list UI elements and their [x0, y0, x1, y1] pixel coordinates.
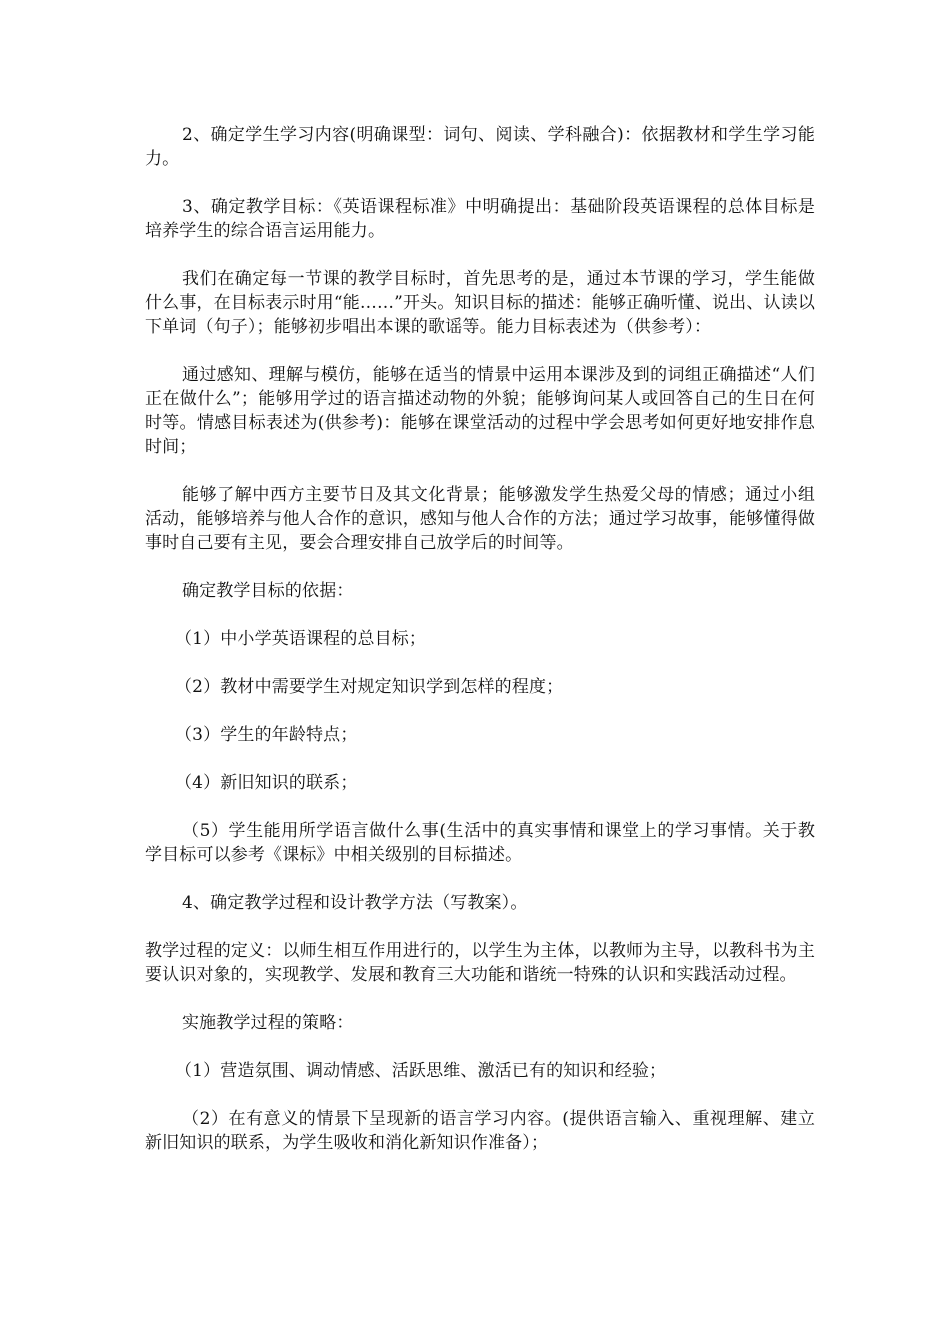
paragraph-step-3: 3、确定教学目标：《英语课程标准》中明确提出：基础阶段英语课程的总体目标是培养学生的综合语言运用能力。	[145, 197, 815, 241]
list-item-basis-5: （5）学生能用所学语言做什么事(生活中的真实事情和课堂上的学习事情。关于教学目标可以参考《课标》中相关级别的目标描述。	[145, 821, 815, 865]
paragraph-step-4: 4、确定教学过程和设计教学方法（写教案）。	[182, 893, 528, 913]
list-item-basis-1: （1）中小学英语课程的总目标；	[175, 629, 427, 649]
paragraph-ability-goals: 通过感知、理解与模仿，能够在适当的情景中运用本课涉及到的词组正确描述“人们正在做什么”；能够用学过的语言描述动物的外貌；能够询问某人或回答自己的生日在何时等。情感目标表述为(供参考)：能够在课堂活动的过程中学会思考如何更好地安排作息时间；	[145, 365, 815, 457]
document-page	[145, 123, 815, 1179]
list-item-strategy-1: （1）营造氛围、调动情感、活跃思维、激活已有的知识和经验；	[175, 1061, 667, 1081]
list-item-strategy-2: （2）在有意义的情景下呈现新的语言学习内容。(提供语言输入、重视理解、建立新旧知识的联系，为学生吸收和消化新知识作准备）；	[145, 1109, 815, 1153]
paragraph-step-2: 2、确定学生学习内容(明确课型：词句、阅读、学科融合)：依据教材和学生学习能力。	[145, 125, 815, 169]
paragraph-emotion-goals: 能够了解中西方主要节日及其文化背景；能够激发学生热爱父母的情感；通过小组活动，能够培养与他人合作的意识，感知与他人合作的方法；通过学习故事，能够懂得做事时自己要有主见，要会合理安排自己放学后的时间等。	[145, 485, 815, 553]
paragraph-basis-heading: 确定教学目标的依据：	[182, 581, 354, 601]
paragraph-process-definition: 教学过程的定义：以师生相互作用进行的，以学生为主体，以教师为主导，以教科书为主要认识对象的，实现教学、发展和教育三大功能和谐统一特殊的认识和实践活动过程。	[145, 941, 815, 985]
list-item-basis-3: （3）学生的年龄特点；	[175, 725, 358, 745]
paragraph-strategy-heading: 实施教学过程的策略：	[182, 1013, 354, 1033]
list-item-basis-4: （4）新旧知识的联系；	[175, 773, 358, 793]
paragraph-goal-intro: 我们在确定每一节课的教学目标时，首先思考的是，通过本节课的学习，学生能做什么事，在目标表示时用“能……”开头。知识目标的描述：能够正确听懂、说出、认读以下单词（句子）；能够初步唱出本课的歌谣等。能力目标表述为（供参考）：	[145, 269, 815, 337]
list-item-basis-2: （2）教材中需要学生对规定知识学到怎样的程度；	[175, 677, 564, 697]
